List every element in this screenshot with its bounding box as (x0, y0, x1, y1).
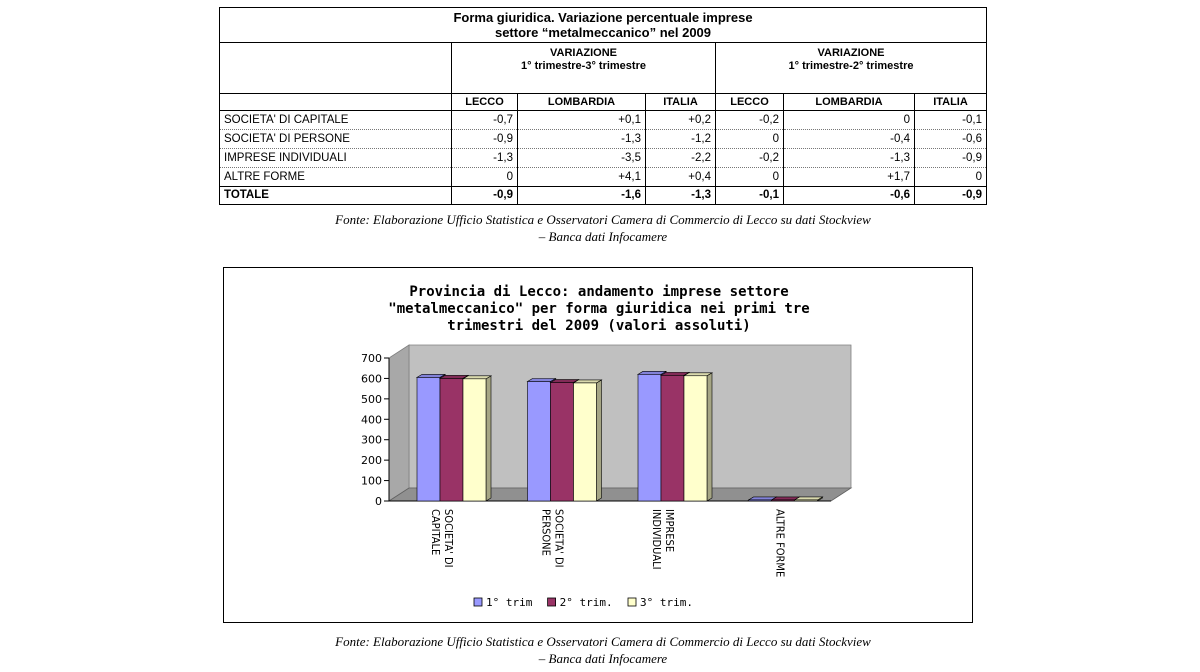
table-row (220, 130, 987, 149)
legend-entry: 2° trim. (559, 596, 613, 609)
cell: -2,2 (646, 149, 716, 168)
bar-top (574, 380, 602, 383)
cell: -1,6 (518, 187, 646, 205)
row-label: SOCIETA' DI PERSONE (220, 130, 452, 149)
bar (749, 500, 772, 501)
empty-header-cell (220, 43, 452, 94)
cell: -0,9 (915, 187, 987, 205)
cell: +0,2 (646, 111, 716, 130)
bar-top (551, 380, 579, 383)
cell: -0,6 (784, 187, 915, 205)
bar (772, 500, 795, 501)
x-category-label: CAPITALE (429, 509, 442, 556)
column-header: ITALIA (646, 94, 716, 111)
bar (661, 375, 684, 501)
legend-swatch (628, 598, 636, 606)
bar-top (528, 378, 556, 381)
bar-side (597, 380, 602, 501)
cell: -1,3 (452, 149, 518, 168)
group-sub: 1° trimestre-3° trimestre (521, 60, 646, 72)
bar (528, 381, 551, 501)
legend-swatch (548, 598, 556, 606)
column-header: LECCO (716, 94, 784, 111)
cell: +0,1 (518, 111, 646, 130)
table-title-line1: Forma giuridica. Variazione percentuale imprese (453, 10, 753, 25)
bar-side (486, 376, 491, 501)
chart-source-note (200, 633, 1006, 667)
cell: -1,2 (646, 130, 716, 149)
y-tick-label: 300 (361, 433, 382, 447)
bar-top (417, 374, 445, 377)
y-tick-label: 400 (361, 413, 382, 427)
source-line1: Fonte: Elaborazione Ufficio Statistica e Osservatori Camera di Commercio di Lecco su dati Stockview (335, 212, 871, 227)
row-label: IMPRESE INDIVIDUALI (220, 149, 452, 168)
cell: -0,2 (716, 111, 784, 130)
cell: -1,3 (784, 149, 915, 168)
group-label: VARIAZIONE (549, 47, 618, 59)
legend-entry: 1° trim (486, 596, 533, 609)
bar (638, 374, 661, 501)
y-tick-label: 0 (375, 495, 382, 508)
bar (551, 383, 574, 501)
cell: 0 (716, 130, 784, 149)
cell: 0 (716, 168, 784, 187)
source-line2: – Banca dati Infocamere (538, 651, 668, 666)
x-category-label: IMPRESE (663, 509, 676, 553)
chart-side-wall (389, 345, 409, 501)
x-category-label: SOCIETA' DI (552, 509, 566, 568)
column-header: ITALIA (915, 94, 987, 111)
chart-title-line: trimestri del 2009 (valori assoluti) (447, 318, 751, 334)
chart-title-line: "metalmeccanico" per forma giuridica nei primi tre (388, 301, 810, 317)
bar (684, 376, 707, 501)
cell: -0,4 (784, 130, 915, 149)
legend-swatch (474, 598, 482, 606)
y-tick-label: 500 (361, 392, 382, 406)
cell: +1,7 (784, 168, 915, 187)
group-header-q1-q3 (452, 43, 716, 94)
bar-top (661, 372, 689, 375)
y-tick-label: 200 (361, 454, 382, 468)
cell: -0,7 (452, 111, 518, 130)
bar (440, 378, 463, 501)
cell: -0,6 (915, 130, 987, 149)
source-line2: – Banca dati Infocamere (538, 229, 668, 244)
table-row (220, 149, 987, 168)
group-sub: 1° trimestre-2° trimestre (788, 60, 914, 72)
cell: -3,5 (518, 149, 646, 168)
table-total-row (220, 187, 987, 205)
source-line1: Fonte: Elaborazione Ufficio Statistica e Osservatori Camera di Commercio di Lecco su dati Stockview (335, 634, 871, 649)
cell: -1,3 (646, 187, 716, 205)
cell: -0,1 (915, 111, 987, 130)
x-category-label: INDIVIDUALI (650, 509, 663, 570)
row-label: ALTRE FORME (220, 168, 452, 187)
cell: 0 (452, 168, 518, 187)
y-tick-label: 700 (361, 352, 382, 365)
table-title-line2: settore “metalmeccanico” nel 2009 (494, 25, 712, 40)
cell: -0,9 (915, 149, 987, 168)
bar (417, 377, 440, 501)
bar (795, 500, 818, 501)
chart-title-line: Provincia di Lecco: andamento imprese settore (409, 284, 789, 300)
cell: -0,9 (452, 130, 518, 149)
group-label: VARIAZIONE (817, 47, 885, 59)
cell: 0 (784, 111, 915, 130)
cell: -0,1 (716, 187, 784, 205)
y-tick-label: 100 (361, 474, 382, 488)
legend-entry: 3° trim. (640, 596, 693, 609)
group-header-q1-q2 (716, 43, 987, 94)
cell: -1,3 (518, 130, 646, 149)
cell: +4,1 (518, 168, 646, 187)
table-title (220, 8, 987, 43)
x-category-label: SOCIETA' DI (442, 509, 455, 568)
cell: 0 (915, 168, 987, 187)
row-label: TOTALE (220, 187, 452, 205)
bar-top (684, 373, 712, 376)
chart-frame (223, 267, 973, 623)
x-category-label: ALTRE FORME (773, 509, 787, 578)
empty-header-cell (220, 94, 452, 111)
cell: -0,2 (716, 149, 784, 168)
column-header: LOMBARDIA (518, 94, 646, 111)
table-source-note (200, 211, 1006, 245)
bar-side (707, 373, 712, 501)
bar (463, 379, 486, 501)
bar-top (795, 497, 823, 500)
row-label: SOCIETA' DI CAPITALE (220, 111, 452, 130)
bar (574, 383, 597, 501)
table-row (220, 168, 987, 187)
variation-table (219, 7, 987, 205)
cell: +0,4 (646, 168, 716, 187)
bar-top (463, 376, 491, 379)
bar-chart (224, 268, 972, 622)
bar-top (440, 375, 468, 378)
column-header: LOMBARDIA (784, 94, 915, 111)
x-category-label: PERSONE (539, 509, 553, 556)
cell: -0,9 (452, 187, 518, 205)
y-tick-label: 600 (361, 372, 382, 386)
column-header: LECCO (452, 94, 518, 111)
table-row (220, 111, 987, 130)
bar-top (638, 371, 666, 374)
